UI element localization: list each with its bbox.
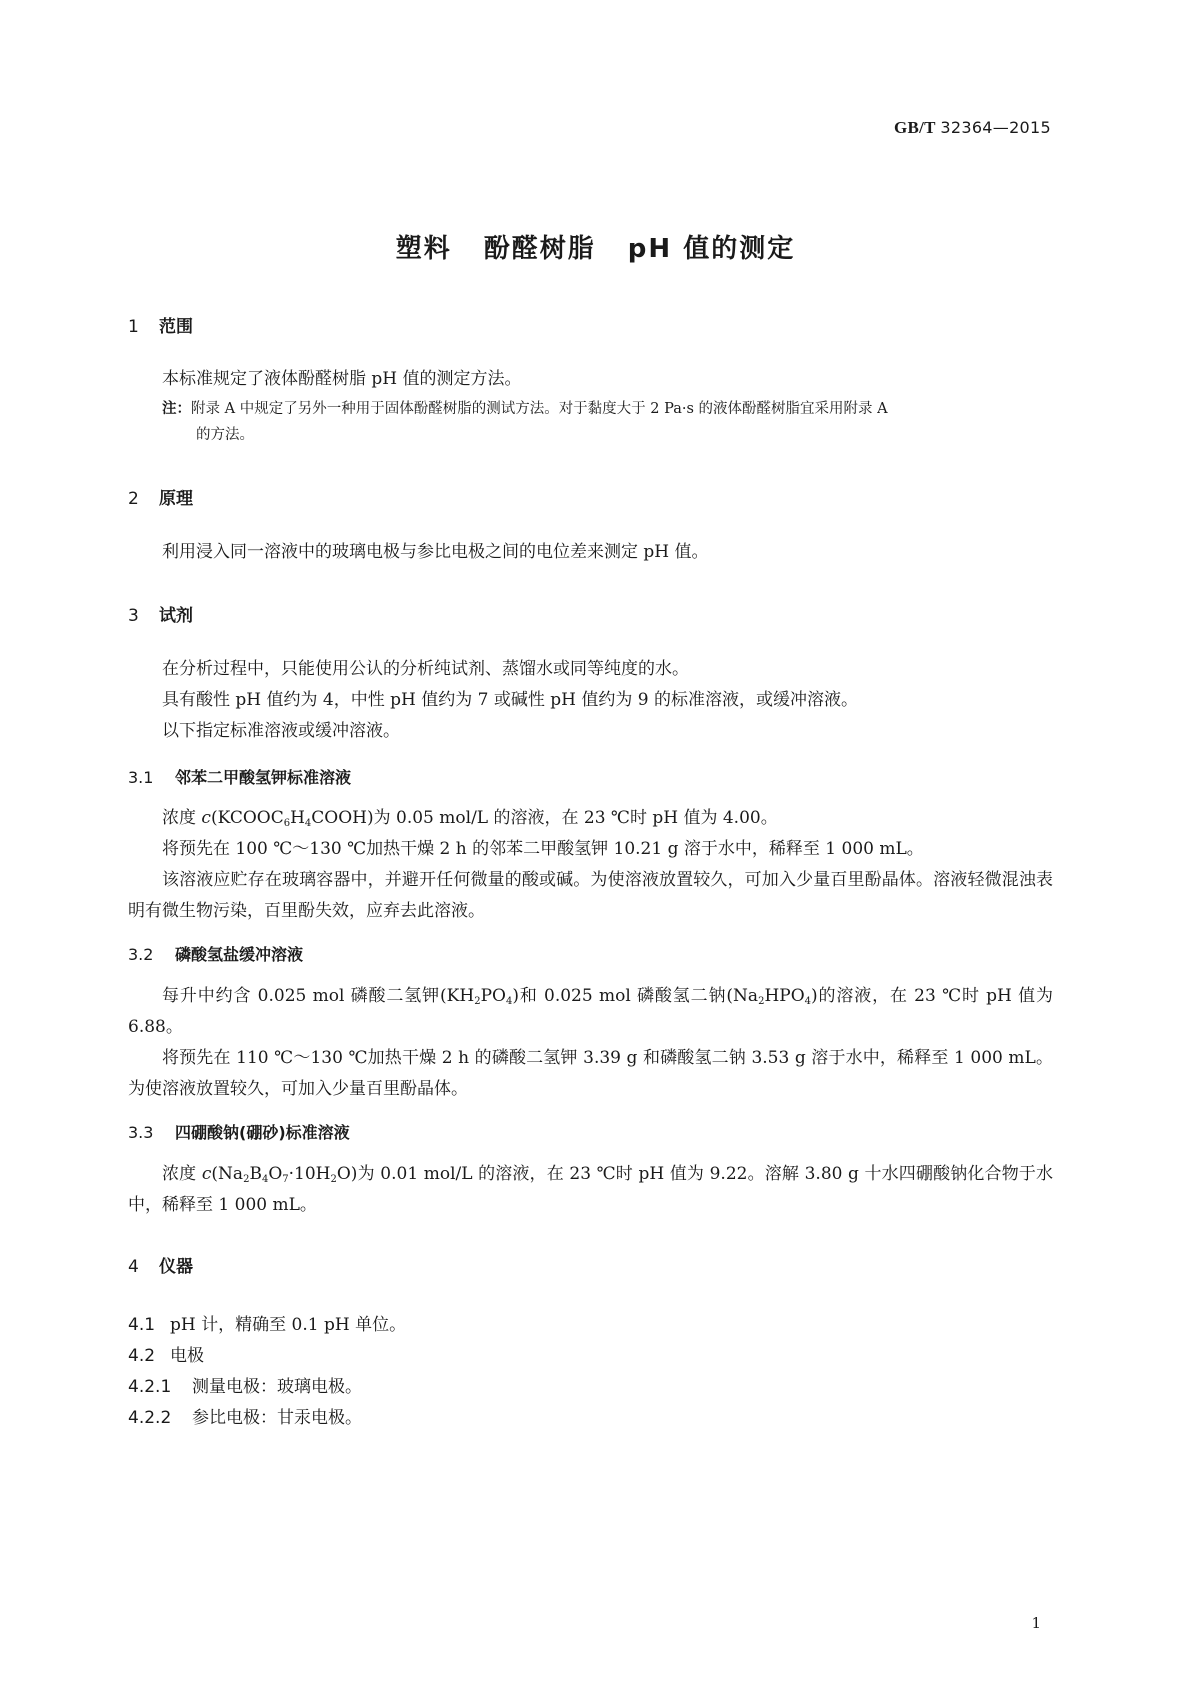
subsection-3-1-paragraph-3: 该溶液应贮存在玻璃容器中，并避开任何微量的酸或碱。为使溶液放置较久，可加入少量百里酚晶体。溶液轻微混浊表明有微生物污染，百里酚失效，应弃去此溶液。 (128, 870, 1053, 921)
subsection-title: 邻苯二甲酸氢钾标准溶液 (175, 768, 352, 787)
subscript: 4 (505, 996, 513, 1007)
standard-number: 32364—2015 (940, 118, 1051, 137)
subscript: 4 (304, 818, 312, 829)
text: 每升中约含 0.025 mol 磷酸二氢钾(KH (162, 986, 475, 1006)
subsection-title: 四硼酸钠(硼砂)标准溶液 (175, 1123, 350, 1142)
subsection-3-1-paragraph-1 (128, 803, 1053, 834)
subsection-3-2-paragraph-2: 将预先在 110 ℃～130 ℃加热干燥 2 h 的磷酸二氢钾 3.39 g 和磷酸氢二钠 3.53 g 溶于水中，稀释至 1 000 mL。为使溶液放置较久，可加入少量百里酚晶体。 (128, 1048, 1053, 1099)
text: )和 0.025 mol 磷酸氢二钠(Na (512, 986, 759, 1006)
text: B (249, 1164, 262, 1184)
section-number: 1 (128, 317, 139, 337)
title-part-3: pH 值的测定 (627, 234, 796, 264)
item-text: 参比电极：甘汞电极。 (192, 1408, 362, 1428)
note-text-line-1: 附录 A 中规定了另外一种用于固体酚醛树脂的测试方法。对于黏度大于 2 Pa·s 的液体酚醛树脂宜采用附录 A (191, 401, 888, 417)
section-3-paragraph-1: 在分析过程中，只能使用公认的分析纯试剂、蒸馏水或同等纯度的水。 (162, 659, 689, 679)
title-part-2: 酚醛树脂 (483, 234, 596, 264)
section-1-paragraph: 本标准规定了液体酚醛树脂 pH 值的测定方法。 (162, 369, 522, 389)
subscript: 4 (804, 996, 812, 1007)
note-label: 注： (162, 401, 191, 417)
note-text-line-2: 的方法。 (196, 427, 254, 443)
subsection-3-1-heading (128, 765, 351, 788)
subscript: 2 (474, 996, 481, 1007)
subsection-number: 3.3 (128, 1123, 154, 1142)
item-number: 4.2.2 (128, 1408, 172, 1428)
text: H (290, 808, 305, 828)
subsection-3-2-heading (128, 942, 303, 965)
subsection-3-3-heading (128, 1120, 350, 1143)
item-number: 4.1 (128, 1315, 156, 1335)
section-number: 2 (128, 489, 139, 509)
subscript: 4 (261, 1174, 269, 1185)
section-3-paragraph-3: 以下指定标准溶液或缓冲溶液。 (162, 721, 400, 741)
item-number: 4.2.1 (128, 1377, 172, 1397)
text: ·10H (288, 1164, 331, 1184)
text: )的溶液，在 23 ℃时 pH 值为 6.88。 (128, 986, 1053, 1037)
subscript: 7 (282, 1174, 289, 1185)
item-4-1 (128, 1310, 406, 1335)
concentration-symbol: c (201, 1164, 212, 1184)
section-3-paragraph-2: 具有酸性 pH 值约为 4，中性 pH 值约为 7 或碱性 pH 值约为 9 的标准溶液，或缓冲溶液。 (162, 690, 859, 710)
page-number: 1 (1031, 1614, 1041, 1632)
subsection-number: 3.2 (128, 945, 154, 964)
text: 浓度 (162, 1164, 202, 1184)
text: (KCOOC (210, 808, 284, 828)
section-title: 范围 (159, 317, 193, 337)
subscript: 2 (243, 1174, 250, 1185)
subscript: 2 (330, 1174, 337, 1185)
section-title: 仪器 (159, 1257, 193, 1277)
subscript: 6 (283, 818, 291, 829)
subsection-3-1-paragraph-2: 将预先在 100 ℃～130 ℃加热干燥 2 h 的邻苯二甲酸氢钾 10.21 g 溶于水中，稀释至 1 000 mL。 (162, 839, 924, 859)
document-title (0, 228, 1191, 265)
item-4-2 (128, 1341, 204, 1366)
subsection-title: 磷酸氢盐缓冲溶液 (175, 945, 304, 964)
section-4-heading (128, 1252, 193, 1277)
section-number: 4 (128, 1257, 139, 1277)
text: HPO (764, 986, 805, 1006)
subsection-3-3-paragraph-1 (128, 1159, 1053, 1221)
section-2-paragraph: 利用浸入同一溶液中的玻璃电极与参比电极之间的电位差来测定 pH 值。 (162, 542, 709, 562)
section-title: 试剂 (159, 606, 193, 626)
subscript: 2 (758, 996, 765, 1007)
title-part-1: 塑料 (395, 234, 452, 264)
text: O)为 0.01 mol/L 的溶液，在 23 ℃时 pH 值为 9.22。溶解 3.80 g 十水四硼酸钠化合物于水中，稀释至 1 000 mL。 (128, 1164, 1053, 1215)
item-number: 4.2 (128, 1346, 156, 1366)
text: PO (480, 986, 506, 1006)
text: (Na (211, 1164, 244, 1184)
item-4-2-1 (128, 1372, 362, 1397)
item-text: 测量电极：玻璃电极。 (192, 1377, 362, 1397)
section-number: 3 (128, 606, 139, 626)
text: COOH)为 0.05 mol/L 的溶液，在 23 ℃时 pH 值为 4.00。 (311, 808, 778, 828)
section-3-heading (128, 601, 193, 626)
subsection-3-2-paragraph-1 (128, 981, 1053, 1043)
subsection-number: 3.1 (128, 768, 154, 787)
item-text: pH 计，精确至 0.1 pH 单位。 (170, 1315, 407, 1335)
concentration-symbol: c (201, 808, 211, 828)
section-1-note (162, 396, 1057, 448)
item-4-2-2 (128, 1403, 362, 1428)
text: O (268, 1164, 283, 1184)
item-text: 电极 (170, 1346, 204, 1366)
text: 浓度 (162, 808, 202, 828)
standard-code (894, 118, 1051, 138)
section-title: 原理 (159, 489, 193, 509)
section-2-heading (128, 484, 193, 509)
section-1-heading (128, 312, 193, 337)
standard-prefix: GB/T (893, 118, 936, 137)
